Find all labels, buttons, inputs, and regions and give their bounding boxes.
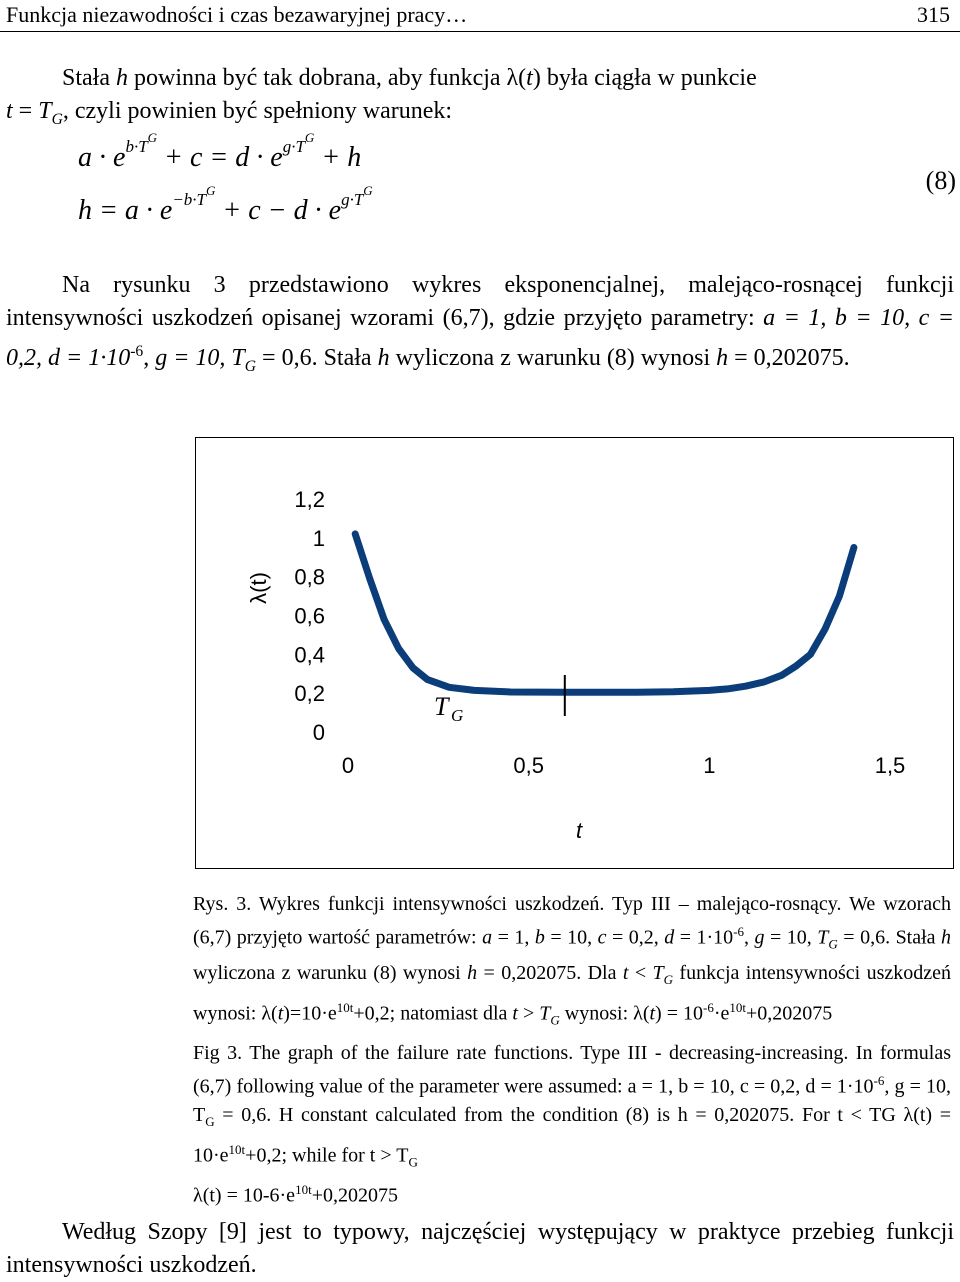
y-tick-label: 0,2 — [294, 681, 325, 707]
failure-rate-curve — [355, 534, 854, 692]
x-tick-label: 0 — [341, 753, 355, 778]
equation-number: (8) — [925, 166, 956, 195]
y-tick-label: 0 — [312, 720, 325, 745]
running-header-title: Funkcja niezawodności i czas bezawaryjnej pracy… — [6, 2, 468, 27]
y-axis-label: λ(t) — [246, 572, 271, 604]
figure-caption-english: Fig 3. The graph of the failure rate functions. Type III - decreasing-increasing. In formulas (6,7) following value of the parameter were assumed: a = 1, b = 10, c = 0,2, $d = 1\cdot 10^{-6}$, g = 10, $T_G = 0,6$. H constant calculated from the condition (8) is h = 0,202075. For t < TG $\lambda(t) = 10\cdot e^{10t}+0,2$; while for $t > T_G$ $\lambda(t) = 10-6\cdot e^{10t}+0,202075$ — [193, 1042, 951, 1207]
tg-label-subscript: G — [451, 706, 464, 725]
y-tick-label: 0,8 — [294, 564, 325, 590]
header-rule — [0, 31, 960, 32]
y-tick-label: 1,2 — [294, 487, 325, 512]
x-tick-label: 0,5 — [513, 753, 544, 778]
page-number: 315 — [917, 2, 950, 27]
figure-3-chart — [195, 437, 954, 869]
x-axis-label: t — [575, 818, 583, 843]
equation-line-1: $a \cdot e^{b\cdot T^G} + c = d \cdot e^{g\cdot T^G} + h$ — [78, 130, 362, 173]
failure-rate-chart-svg — [196, 438, 953, 868]
figure-caption-polish: Rys. 3. Wykres funkcji intensywności uszkodzeń. Typ III – malejąco-rosnący. We wzorach (6,7) przyjęto wartość parametrów: a = 1, b = 10, c = 0,2, $d = 1\cdot 10^{-6}$, g = 10, $T_G = 0,6$. Stała h wyliczona z warunku (8) wynosi h = 0,202075. Dla $t < T_G$ funkcja intensywności uszkodzeń wynosi: $\lambda(t)=10\cdot e^{10t}+0,2$; natomiast dla $t > T_G$ wynosi: $\lambda(t) = 10^{-6}\cdot e^{10t}+0,202075$ — [193, 893, 952, 1028]
y-tick-label: 0,6 — [294, 603, 325, 629]
x-tick-label: 1,5 — [874, 753, 906, 778]
paragraph-conclusion: Według Szopy [9] jest to typowy, najczęściej występujący w praktyce przebieg funkcji intensywności uszkodzeń. — [6, 1219, 954, 1278]
x-tick-label: 1 — [703, 753, 716, 778]
paragraph-continuity-condition: Stała h powinna być tak dobrana, aby funkcja λ(t) była ciągła w punkcie $t = T_G$, czyli powinien być spełniony warunek: — [6, 65, 757, 128]
equation-line-2: $h = a \cdot e^{-b\cdot T^G} + c - d \cdot e^{g\cdot T^G}$ — [78, 183, 373, 226]
paragraph-parameters: Na rysunku 3 przedstawiono wykres eksponencjalnej, malejąco-rosnącej funkcji intensywności uszkodzeń opisanej wzorami (6,7), gdzie przyjęto parametry: a = 1, b = 10, c = 0,2, $d = 1\cdot 10^{-6}$, g = 10, $T_G = 0,6$. Stała h wyliczona z warunku (8) wynosi h = 0,202075. — [6, 272, 954, 375]
y-tick-label: 0,4 — [294, 642, 325, 668]
tg-label: T — [434, 692, 449, 721]
y-tick-label: 1 — [312, 525, 325, 551]
